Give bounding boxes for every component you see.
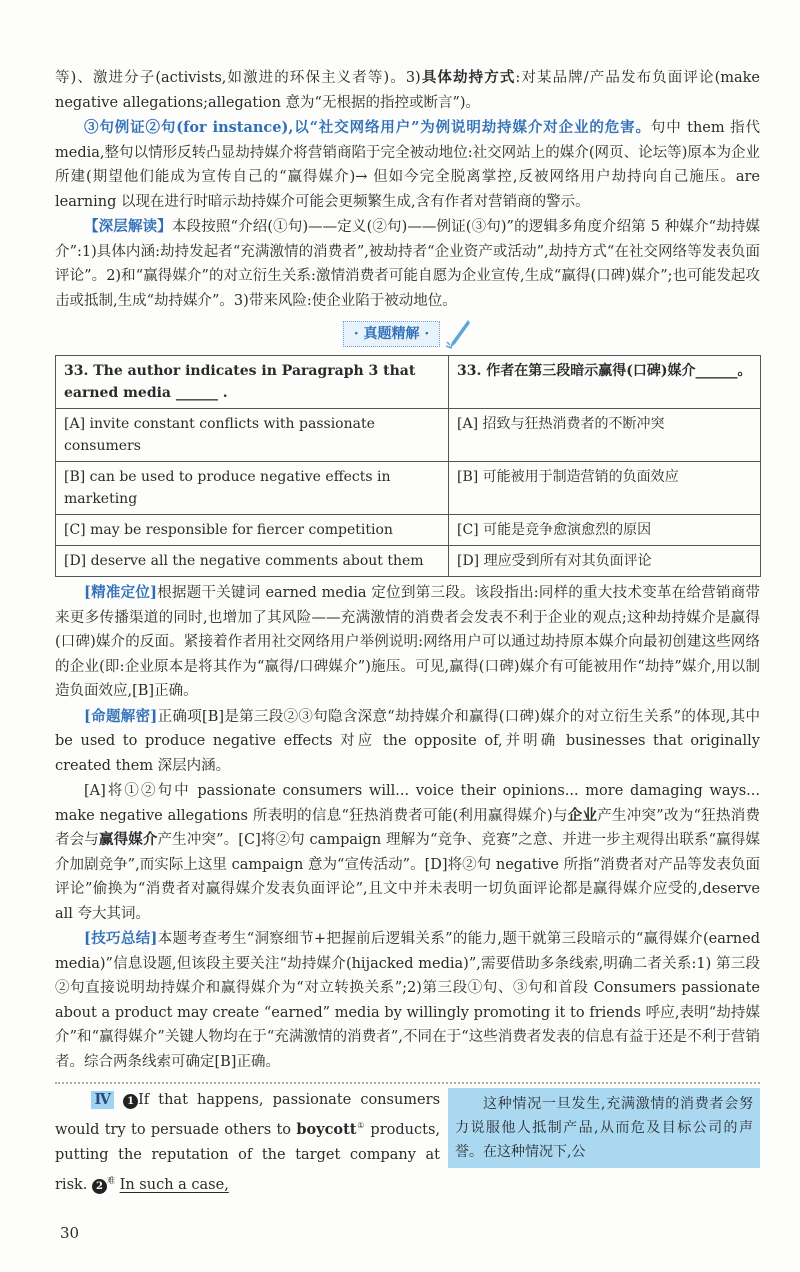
option-row bbox=[56, 546, 761, 577]
section-tag: 【深层解读】 bbox=[84, 218, 172, 235]
footnote-marker: ① bbox=[356, 1121, 366, 1130]
paragraph-hijack-methods bbox=[55, 66, 760, 115]
page-number: 30 bbox=[60, 1223, 80, 1242]
difficulty-marker: 难 bbox=[107, 1175, 116, 1185]
analysis-wrong-options bbox=[55, 779, 760, 926]
underlined-text: In such a case, bbox=[119, 1176, 229, 1193]
vocab-word: boycott bbox=[296, 1120, 357, 1138]
text: 根据题干关键词 earned media 定位到第三段。该段指出:同样的重大技术变革在给营销商带来更多传播渠道的同时,也增加了其风险——充满激情的消费者会发表不利于企业的观点;这种劫持媒介是赢得(口碑)媒介的反面。紧接着作者用社交网络用户举例说明:网络用户可以通过劫持原本媒介向最初创建这些网络的企业(即:企业原本是将其作为“赢得/口碑媒介”)施压。可见,赢得(口碑)媒介有可能被用作“劫持”媒介,用以制造负面效应,[B]正确。 bbox=[55, 585, 760, 699]
sentence-number: 1 bbox=[123, 1094, 138, 1109]
pen-icon bbox=[444, 318, 472, 350]
analysis-skill-summary bbox=[55, 927, 760, 1074]
text: 产生冲突”。[C]将②句 campaign 理解为“竞争、竞赛”之意、并进一步主观得出联系“赢得媒介加剧竞争”,而实际上这里 campaign 意为“宣传活动”。[D]将②句 negative 所指“消费者对产品等发表负面评论”偷换为“消费者对赢得媒介发表负面评论”,且文中并未表明一切负面评论都是赢得媒介应受的,deserve all 夸大其词。 bbox=[55, 832, 761, 922]
section-tag: [精准定位] bbox=[84, 584, 158, 601]
option-en: [C] may be responsible for fiercer competition bbox=[56, 515, 449, 546]
text: 正确项[B]是第三段②③句隐含深意“劫持媒介和赢得(口碑)媒介的对立衍生关系”的体现,其中 be used to produce negative effects 对应 the opposite of,并明确 businesses that originally created them 深层内涵。 bbox=[55, 708, 760, 774]
option-en: [D] deserve all the negative comments about them bbox=[56, 546, 449, 577]
question-table bbox=[55, 355, 761, 577]
text: 本题考查考生“洞察细节+把握前后逻辑关系”的能力,题干就第三段暗示的“赢得媒介(earned media)”信息设题,但该段主要关注“劫持媒介(hijacked media)”,需要借助多条线索,明确二者关系:1) 第三段②句直接说明劫持媒介和赢得媒介为“对立转换关系”;2)第三段①句、③句和首段 Consumers passionate about a product may create “earned” media by willingly promoting it to friends 呼应,表明“劫持媒介”和“赢得媒介”关键人物均在于“充满激情的消费者”,不同在于“这些消费者发表的信息有益于还是不利于营销者。综合两条线索可确定[B]正确。 bbox=[55, 931, 760, 1070]
option-en: [B] can be used to produce negative effects in marketing bbox=[56, 462, 449, 515]
passage-section bbox=[55, 1088, 760, 1198]
option-en: [A] invite constant conflicts with passionate consumers bbox=[56, 409, 449, 462]
text: products, putting the reputation of the target company at risk. bbox=[55, 1121, 440, 1193]
option-zh: [C] 可能是竞争愈演愈烈的原因 bbox=[449, 515, 761, 546]
option-zh: [A] 招致与狂热消费者的不断冲突 bbox=[449, 409, 761, 462]
banner-row bbox=[55, 319, 760, 349]
text: 句中 them 指代 media,整句以情形反转凸显劫持媒介将营销商陷于完全被动地位:社交网站上的媒介(网页、论坛等)原本为企业所建(期望他们能成为宣传自己的“赢得媒介)→ 但如今完全脱离掌控,反被网络用户劫持向自己施压。are learning 以现在进行时暗示劫持媒介可能会更频繁生成,含有作者对营销商的警示。 bbox=[55, 120, 760, 210]
option-row bbox=[56, 515, 761, 546]
option-row bbox=[56, 462, 761, 515]
section-tag: [命题解密] bbox=[84, 707, 158, 725]
question-stem-en: 33. The author indicates in Paragraph 3 that earned media ______ . bbox=[56, 356, 449, 409]
passage-text bbox=[55, 1088, 440, 1198]
bold-term: 具体劫持方式 bbox=[420, 69, 516, 86]
paragraph-example-analysis bbox=[55, 116, 760, 214]
section-tag: [技巧总结] bbox=[84, 930, 158, 947]
text: [A]将①②句中 passionate consumers will... voice their opinions... more damaging ways... make negative allegations 所表明的信息“狂热消费者可能(利用赢得媒介)与 bbox=[55, 783, 760, 824]
text: 等)、激进分子(activists,如激进的环保主义者等)。3) bbox=[55, 70, 421, 86]
analysis-decode bbox=[55, 705, 760, 779]
section-banner: · 真题精解 · bbox=[343, 321, 441, 347]
text: 本段按照“介绍(①句)——定义(②句)——例证(③句)”的逻辑多角度介绍第 5 种媒介“劫持媒介”:1)具体内涵:劫持发起者“充满激情的消费者”,被劫持者“企业资产或活动”,劫持方式“在社交网络等发表负面评论”。2)和“赢得媒介”的对立衍生关系:激情消费者可能自愿为企业宣传,生成“赢得(口碑)媒介”;也可能发起攻击或抵制,生成“劫持媒介”。3)带来风险:使企业陷于被动地位。 bbox=[55, 219, 761, 309]
highlight-text: ③句例证②句(for instance),以“社交网络用户”为例说明劫持媒介对企业的危害。 bbox=[84, 119, 651, 136]
analysis-locate bbox=[55, 581, 760, 704]
text: If that happens, passionate consumers would try to persuade others to bbox=[55, 1092, 441, 1138]
option-zh: [D] 理应受到所有对其负面评论 bbox=[449, 546, 761, 577]
bold-term: 企业 bbox=[567, 806, 598, 824]
text: :对某品牌/产品发布负面评论(make negative allegations;allegation 意为“无根据的指控或断言”)。 bbox=[55, 70, 760, 111]
paragraph-number: Ⅳ bbox=[91, 1091, 113, 1109]
question-stem-zh: 33. 作者在第三段暗示赢得(口碑)媒介______。 bbox=[449, 356, 761, 409]
option-zh: [B] 可能被用于制造营销的负面效应 bbox=[449, 462, 761, 515]
text: 产生冲突”改为“狂热消费者会与 bbox=[55, 807, 760, 848]
bold-term: 赢得媒介 bbox=[98, 831, 158, 848]
divider bbox=[55, 1082, 760, 1084]
option-row bbox=[56, 409, 761, 462]
sentence-number: 2 bbox=[92, 1179, 107, 1194]
paragraph-deep-reading bbox=[55, 215, 760, 313]
question-stem-row bbox=[56, 356, 761, 409]
translation-box: 这种情况一旦发生,充满激情的消费者会努力说服他人抵制产品,从而危及目标公司的声誉。在这种情况下,公 bbox=[448, 1088, 760, 1168]
